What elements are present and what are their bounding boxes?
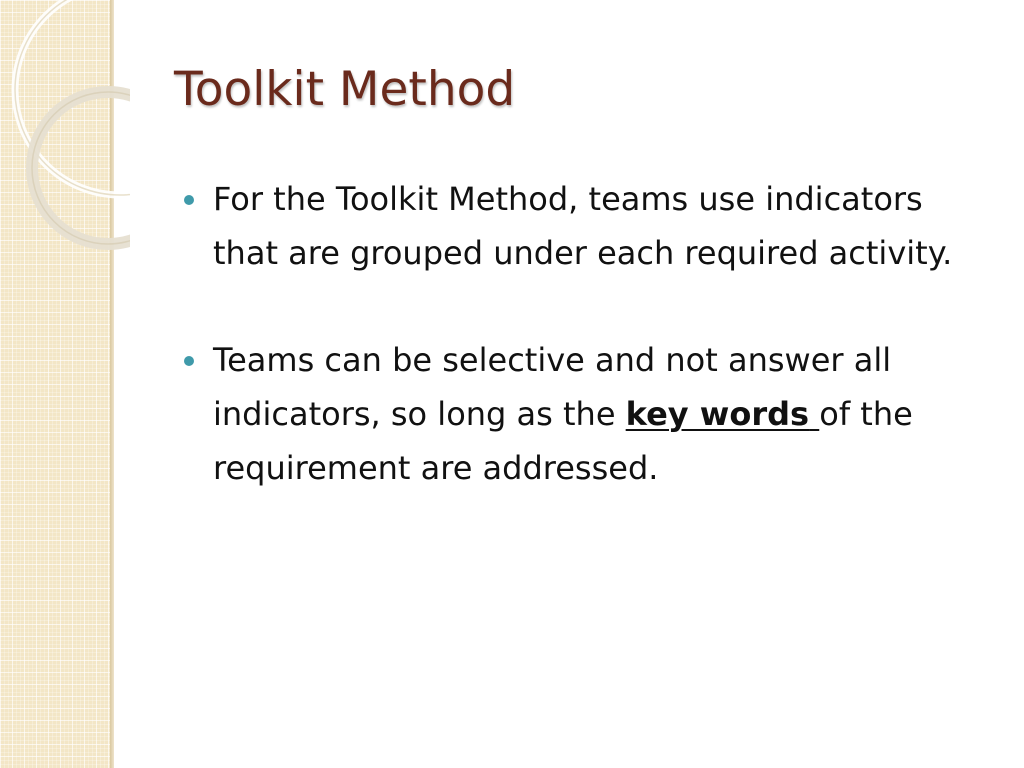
decorative-rings-icon: [0, 0, 130, 260]
bullet-marker-icon: [184, 195, 194, 205]
bullet-item-selective-teams: [184, 333, 994, 495]
bullet-item-toolkit-method: [184, 172, 994, 280]
slide-title: Toolkit Method: [174, 62, 516, 117]
bullet-text: For the Toolkit Method, teams use indicators that are grouped under each required activity.: [213, 180, 953, 272]
bullet-text-after: of the requirement are addressed.: [213, 395, 913, 487]
key-words-underline-trail: [809, 395, 819, 433]
bullet-marker-icon: [184, 356, 194, 366]
bullet-list: [184, 172, 994, 548]
bullet-text-before: Teams can be selective and not answer all indicators, so long as the: [213, 341, 892, 433]
key-words-emphasis: key words: [625, 395, 810, 433]
